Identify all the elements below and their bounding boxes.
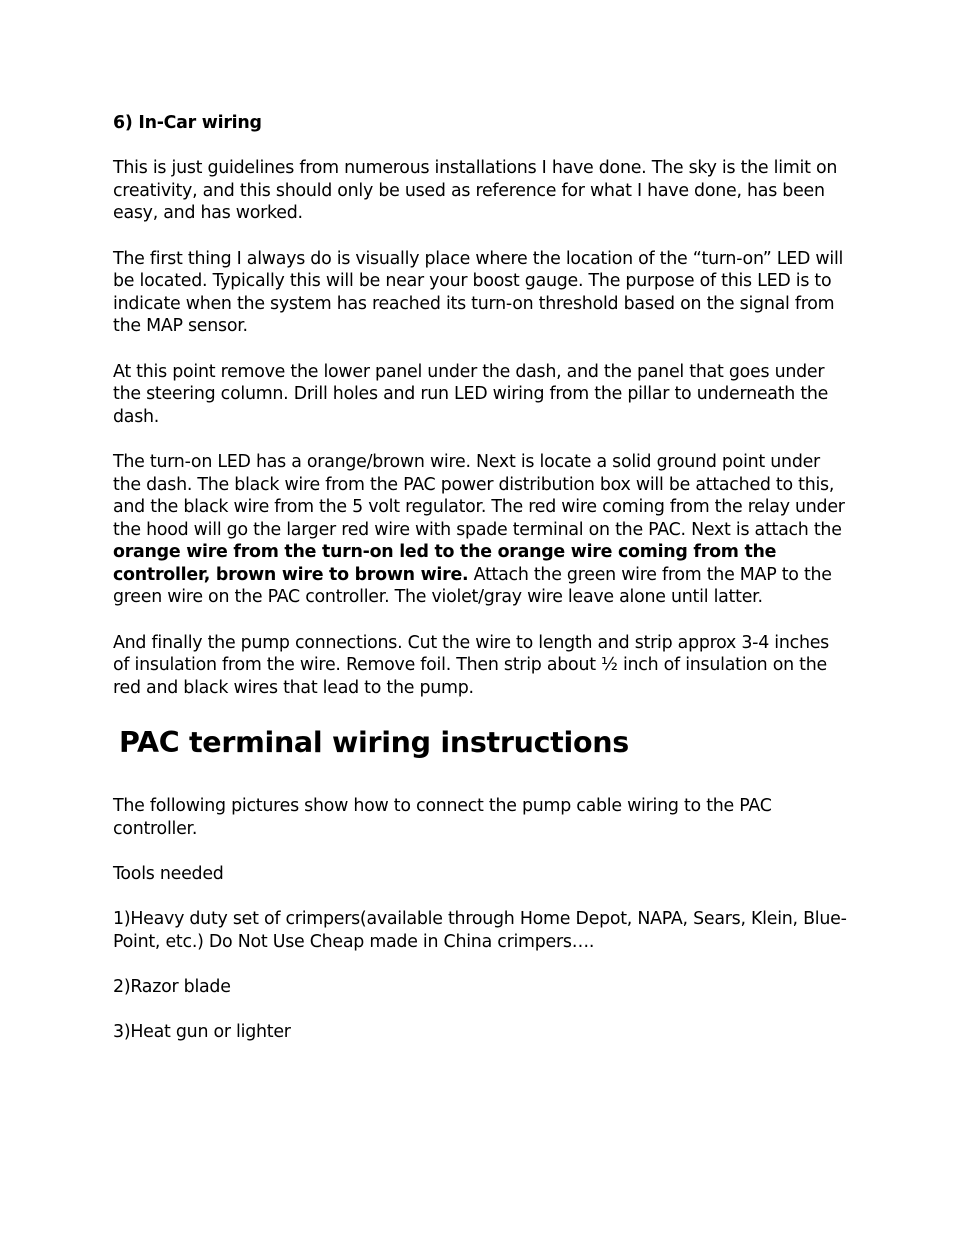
tool-item-razor: 2)Razor blade bbox=[113, 977, 231, 998]
document-page bbox=[113, 112, 848, 1067]
tool-item-crimpers: 1)Heavy duty set of crimpers(available through Home Depot, NAPA, Sears, Klein, Blue-Point, etc.) Do Not Use Cheap made in China crimpers…. bbox=[113, 909, 847, 952]
paragraph-pump-connections: And finally the pump connections. Cut the wire to length and strip approx 3-4 inches of insulation from the wire. Remove foil. Then strip about ½ inch of insulation on the red and black wires that lead to the pump. bbox=[113, 632, 829, 698]
paragraph-guidelines: This is just guidelines from numerous installations I have done. The sky is the limit on creativity, and this should only be used as reference for what I have done, has been easy, and has worked. bbox=[113, 158, 838, 224]
paragraph-pac-intro: The following pictures show how to connect the pump cable wiring to the PAC controller. bbox=[113, 796, 772, 840]
paragraph-remove-panel: At this point remove the lower panel under the dash, and the panel that goes under the steering column. Drill holes and run LED wiring from the pillar to underneath the dash. bbox=[113, 361, 829, 427]
pac-heading: PAC terminal wiring instructions bbox=[119, 726, 629, 760]
tools-label: Tools needed bbox=[113, 864, 224, 885]
paragraph-wiring bbox=[113, 451, 848, 609]
section-heading: 6) In-Car wiring bbox=[113, 113, 262, 133]
tool-item-heat-gun: 3)Heat gun or lighter bbox=[113, 1022, 291, 1043]
paragraph-led-location: The first thing I always do is visually place where the location of the “turn-on” LED will be located. Typically this will be near your boost gauge. The purpose of this LED is to indicate when the system has reached its turn-on threshold based on the signal from the MAP sensor. bbox=[113, 248, 844, 337]
wiring-text-bold: orange wire from the turn-on led to the orange wire coming from the controller, brown wire to brown wire. bbox=[113, 542, 777, 585]
wiring-text-start: The turn-on LED has a orange/brown wire. Next is locate a solid ground point under the dash. The black wire from the PAC power distribution box will be attached to this, and the black wire from the 5 volt regulator. The red wire coming from the relay under the hood will go the larger red wire with spade terminal on the PAC. Next is attach the bbox=[113, 451, 845, 540]
wiring-text-end: Attach the green wire from the MAP to the green wire on the PAC controller. The violet/gray wire leave alone until latter. bbox=[113, 564, 832, 608]
